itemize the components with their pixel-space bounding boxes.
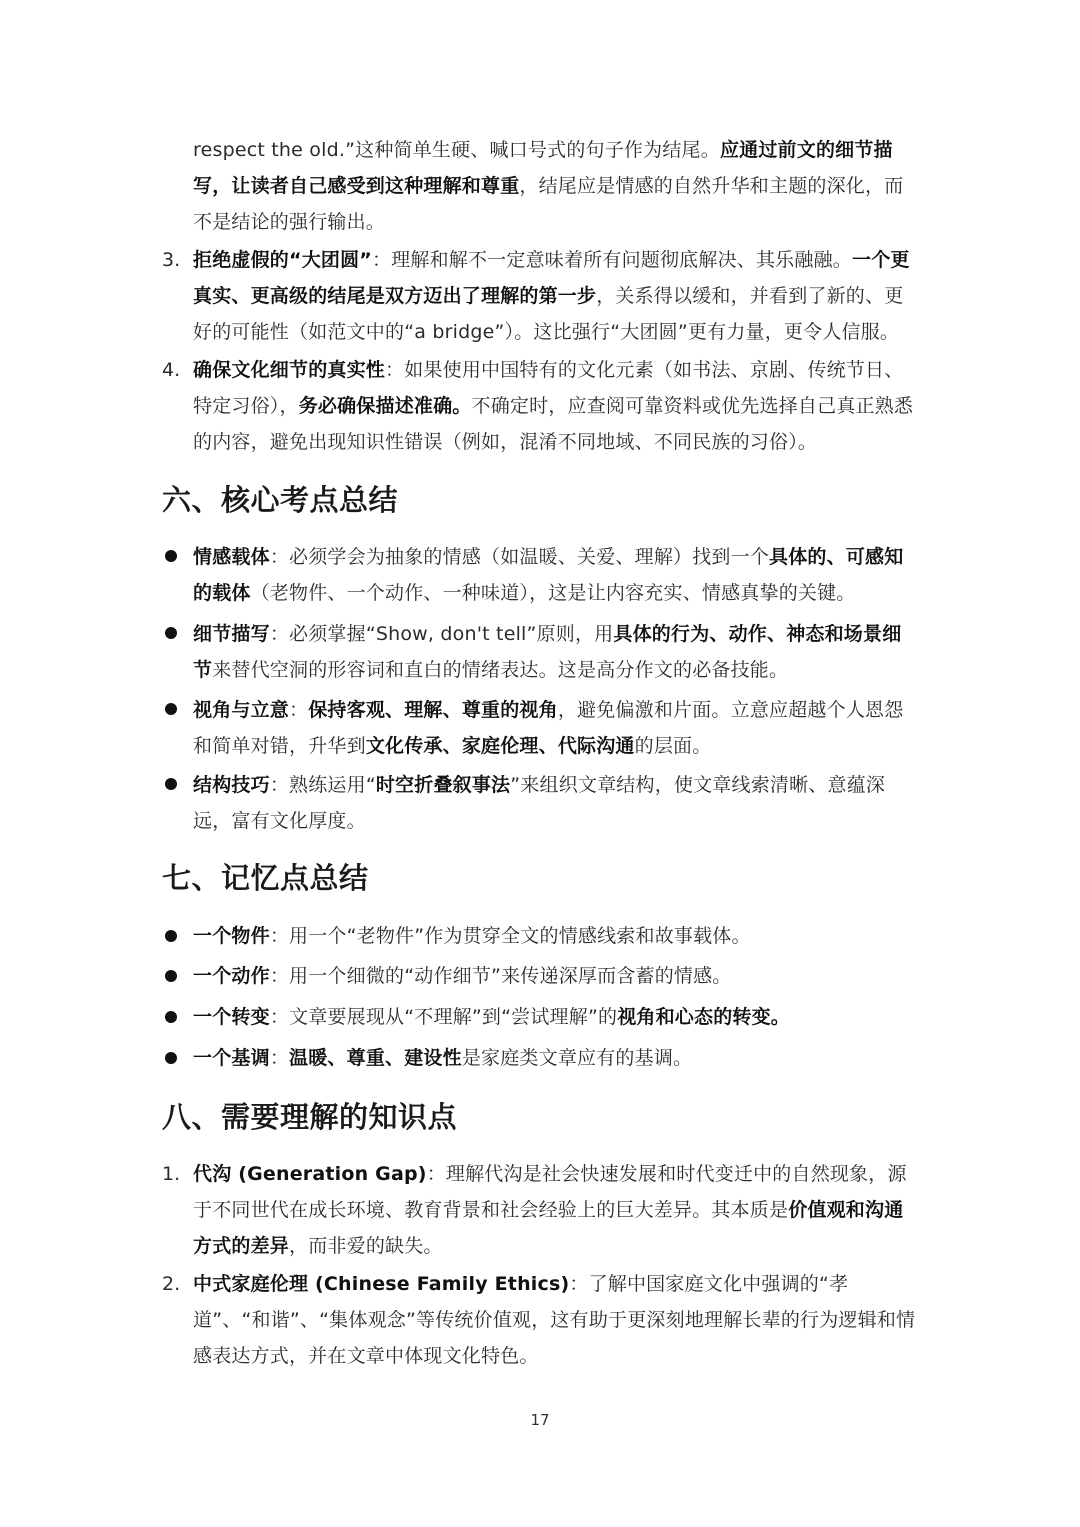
list-number: 2. <box>162 1273 181 1295</box>
numbered-tip: 拒绝虚假的“大团圆”：理解和解不一定意味着所有问题彻底解决、其乐融融。一个更真实、更高级的结尾是双方迈出了理解的第一步，关系得以缓和，并看到了新的、更好的可能性（如范文中的“a bridge”）。这比强行“大团圆”更有力量，更令人信服。 <box>193 249 910 343</box>
list-item: 中式家庭伦理 (Chinese Family Ethics)：了解中国家庭文化中强调的“孝道”、“和谐”、“集体观念”等传统价值观，这有助于更深刻地理解长辈的行为逻辑和情感表达方式，并在文章中体现文化特色。 <box>193 1273 916 1367</box>
bullet-dot <box>165 1011 177 1023</box>
bullet-dot <box>165 970 177 982</box>
list-number: 1. <box>162 1163 181 1185</box>
list-item: 代沟 (Generation Gap)：理解代沟是社会快速发展和时代变迁中的自然现象，源于不同世代在成长环境、教育背景和社会经验上的巨大差异。其本质是价值观和沟通方式的差异，而非爱的缺失。 <box>193 1163 907 1257</box>
bullet-dot <box>165 930 177 942</box>
list-item: 一个动作：用一个细微的“动作细节”来传递深厚而含蓄的情感。 <box>193 965 732 987</box>
numbered-tip: 确保文化细节的真实性：如果使用中国特有的文化元素（如书法、京剧、传统节日、特定习俗），务必确保描述准确。不确定时，应查阅可靠资料或优先选择自己真正熟悉的内容，避免出现知识性错误（例如，混淆不同地域、不同民族的习俗）。 <box>193 359 914 453</box>
section-heading: 八、需要理解的知识点 <box>162 1100 458 1134</box>
list-item: 一个转变：文章要展现从“不理解”到“尝试理解”的视角和心态的转变。 <box>193 1006 790 1028</box>
list-number: 3. <box>162 249 181 271</box>
page-number: 17 <box>530 1411 550 1429</box>
list-item: 细节描写：必须掌握“Show, don't tell”原则，用具体的行为、动作、神态和场景细节来替代空洞的形容词和直白的情绪表达。这是高分作文的必备技能。 <box>193 623 902 681</box>
bullet-dot <box>165 627 177 639</box>
bullet-dot <box>165 778 177 790</box>
list-number: 4. <box>162 359 181 381</box>
list-item: 一个基调：温暖、尊重、建设性是家庭类文章应有的基调。 <box>193 1047 693 1069</box>
section-heading: 七、记忆点总结 <box>162 861 369 895</box>
list-item: 结构技巧：熟练运用“时空折叠叙事法”来组织文章结构，使文章线索清晰、意蕴深远，富有文化厚度。 <box>193 774 886 832</box>
list-item: 情感载体：必须学会为抽象的情感（如温暖、关爱、理解）找到一个具体的、可感知的载体（老物件、一个动作、一种味道），这是让内容充实、情感真挚的关键。 <box>193 546 904 604</box>
bullet-dot <box>165 550 177 562</box>
list-item: 视角与立意：保持客观、理解、尊重的视角，避免偏激和片面。立意应超越个人恩怨和简单对错，升华到文化传承、家庭伦理、代际沟通的层面。 <box>193 699 904 757</box>
bullet-dot <box>165 703 177 715</box>
bullet-dot <box>165 1052 177 1064</box>
section-heading: 六、核心考点总结 <box>162 483 399 517</box>
list-item: 一个物件：用一个“老物件”作为贯穿全文的情感线索和故事载体。 <box>193 925 751 947</box>
top-paragraph: respect the old.”这种简单生硬、喊口号式的句子作为结尾。应通过前文的细节描写，让读者自己感受到这种理解和尊重，结尾应是情感的自然升华和主题的深化，而不是结论的强行输出。 <box>193 139 904 233</box>
